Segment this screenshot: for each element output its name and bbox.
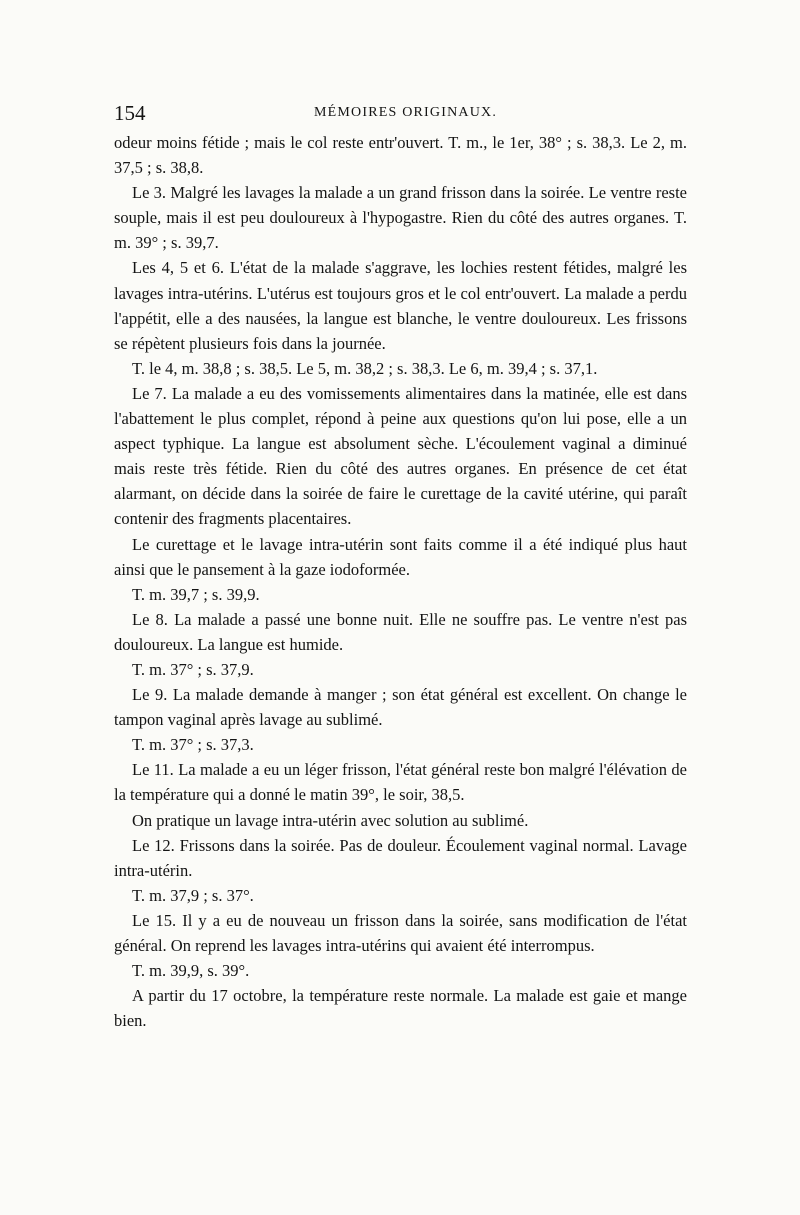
paragraph-day-9: Le 9. La malade demande à manger ; son état général est excellent. On change le tampon vaginal après lavage au sublimé. (114, 685, 687, 730)
paragraph-lavage: On pratique un lavage intra-utérin avec solution au sublimé. (132, 810, 529, 830)
running-title: MÉMOIRES ORIGINAUX. (314, 105, 498, 120)
paragraph-curettage: Le curettage et le lavage intra-utérin sont faits comme il a été indiqué plus haut ainsi que le pansement à la gaze iodoformée. (114, 534, 687, 579)
paragraph-days-4-6: Les 4, 5 et 6. L'état de la malade s'aggrave, les lochies restent fétides, malgré les lavages intra-utérins. L'utérus est toujours gros et le col entr'ouvert. La malade a perdu l'appétit, elle a des nausées, la langue est blanche, le ventre douloureux. Les frissons se répètent plusieurs fois dans la journée. (114, 258, 687, 353)
paragraph-day-7: Le 7. La malade a eu des vomissements alimentaires dans la matinée, elle est dans l'abattement le plus complet, répond à peine aux questions qu'on lui pose, elle a un aspect typhique. La langue est absolument sèche. L'écoulement vaginal a diminué mais reste très fétide. Rien du côté des autres organes. En présence de cet état alarmant, on décide dans la soirée de faire le curettage de la cavité utérine, qui paraît contenir des fragments placentaires. (114, 383, 687, 529)
temperature-line: T. m. 39,7 ; s. 39,9. (132, 584, 260, 604)
paragraph-day-15: Le 15. Il y a eu de nouveau un frisson dans la soirée, sans modification de l'état général. On reprend les lavages intra-utérins qui avaient été interrompus. (114, 910, 687, 955)
paragraph-day-12: Le 12. Frissons dans la soirée. Pas de douleur. Écoulement vaginal normal. Lavage intra-utérin. (114, 835, 687, 880)
paragraph-conclusion: A partir du 17 octobre, la température reste normale. La malade est gaie et mange bien. (114, 986, 687, 1031)
paragraph-day-11: Le 11. La malade a eu un léger frisson, l'état général reste bon malgré l'élévation de la température qui a donné le matin 39°, le soir, 38,5. (114, 760, 687, 805)
page-number: 154 (114, 101, 146, 125)
paragraph-day-3: Le 3. Malgré les lavages la malade a un grand frisson dans la soirée. Le ventre reste souple, mais il est peu douloureux à l'hypogastre. Rien du côté des autres organes. T. m. 39° ; s. 39,7. (114, 183, 687, 253)
temperature-line: T. m. 37° ; s. 37,3. (132, 735, 254, 755)
temperature-line: T. m. 37,9 ; s. 37°. (132, 885, 254, 905)
temperature-line: T. m. 37° ; s. 37,9. (132, 659, 254, 679)
temperature-line: T. le 4, m. 38,8 ; s. 38,5. Le 5, m. 38,2 ; s. 38,3. Le 6, m. 39,4 ; s. 37,1. (132, 358, 598, 378)
paragraph-continuation: odeur moins fétide ; mais le col reste entr'ouvert. T. m., le 1er, 38° ; s. 38,3. Le 2, m. 37,5 ; s. 38,8. (114, 133, 687, 178)
temperature-line: T. m. 39,9, s. 39°. (132, 961, 250, 981)
running-header (114, 100, 698, 126)
paragraph-day-8: Le 8. La malade a passé une bonne nuit. Elle ne souffre pas. Le ventre n'est pas douloureux. La langue est humide. (114, 609, 687, 654)
body-text (114, 130, 687, 1033)
